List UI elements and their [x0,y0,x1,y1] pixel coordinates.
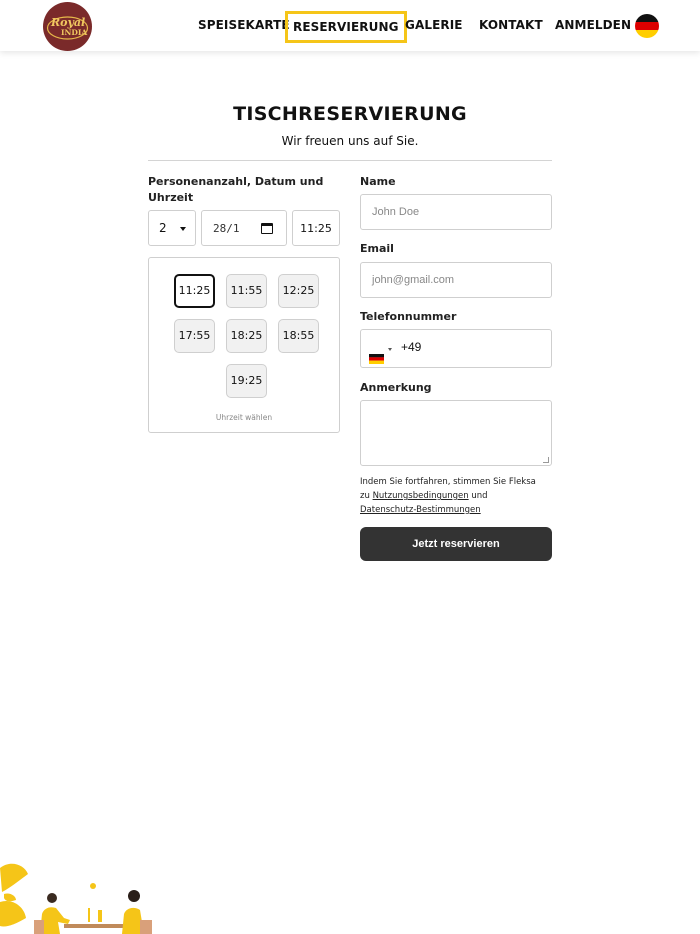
phone-value: +49 [401,340,422,354]
time-input[interactable]: 11:25 [292,210,340,246]
nav-kontakt[interactable]: KONTAKT [479,18,543,32]
time-slot-button[interactable]: 12:25 [278,274,319,308]
note-label: Anmerkung [360,381,432,394]
time-slots-panel [148,257,340,433]
time-slot-button[interactable]: 18:25 [226,319,267,353]
phone-input[interactable] [360,329,552,368]
time-slot-button[interactable]: 11:25 [174,274,215,308]
time-slot-button[interactable]: 19:25 [226,364,267,398]
terms-und: und [471,491,488,501]
privacy-policy-link[interactable]: Datenschutz-Bestimmungen [360,505,481,515]
caret-down-icon[interactable] [388,348,392,351]
time-slot-button[interactable]: 17:55 [174,319,215,353]
nav-speisekarte[interactable]: SPEISEKARTE [198,18,290,32]
name-input[interactable]: John Doe [360,194,552,230]
slots-hint: Uhrzeit wählen [215,413,273,422]
phone-label: Telefonnummer [360,310,457,323]
svg-text:Royal: Royal [51,16,86,29]
terms-of-use-link[interactable]: Nutzungsbedingungen [372,491,469,501]
terms-prefix: Indem Sie fortfahren, stimmen Sie Fleksa [360,477,536,487]
nav-galerie[interactable]: GALERIE [405,18,463,32]
terms-text [360,475,555,517]
nav-anmelden[interactable]: ANMELDEN [555,18,632,32]
email-input[interactable]: john@gmail.com [360,262,552,298]
reserve-button[interactable]: Jetzt reservieren [360,527,552,561]
svg-text:INDIA: INDIA [61,28,88,37]
german-flag-icon[interactable] [369,344,384,354]
terms-zu: zu [360,491,370,501]
booking-label [148,174,323,206]
site-header [0,0,700,51]
calendar-icon[interactable] [261,223,273,234]
time-slot-button[interactable]: 18:55 [278,319,319,353]
email-label: Email [360,242,394,255]
german-flag-icon[interactable] [635,14,659,38]
name-label: Name [360,175,396,188]
title-divider [148,160,552,161]
page-subtitle: Wir freuen uns auf Sie. [281,134,419,148]
note-textarea[interactable] [360,400,552,466]
page-title: TISCHRESERVIERUNG [233,103,467,125]
date-value: 28/1 [213,222,240,235]
time-slot-button[interactable]: 11:55 [226,274,267,308]
royal-india-logo[interactable] [43,2,92,51]
resize-handle-icon[interactable] [543,457,549,463]
date-input[interactable] [201,210,287,246]
booking-label-line2: Uhrzeit [148,191,194,204]
booking-label-line1: Personenanzahl, Datum und [148,175,324,188]
guests-value: 2 [159,221,167,235]
nav-reservierung[interactable]: RESERVIERUNG [285,11,407,43]
caret-down-icon [180,227,186,231]
guests-select[interactable] [148,210,196,246]
dining-couple-illustration [0,858,160,934]
